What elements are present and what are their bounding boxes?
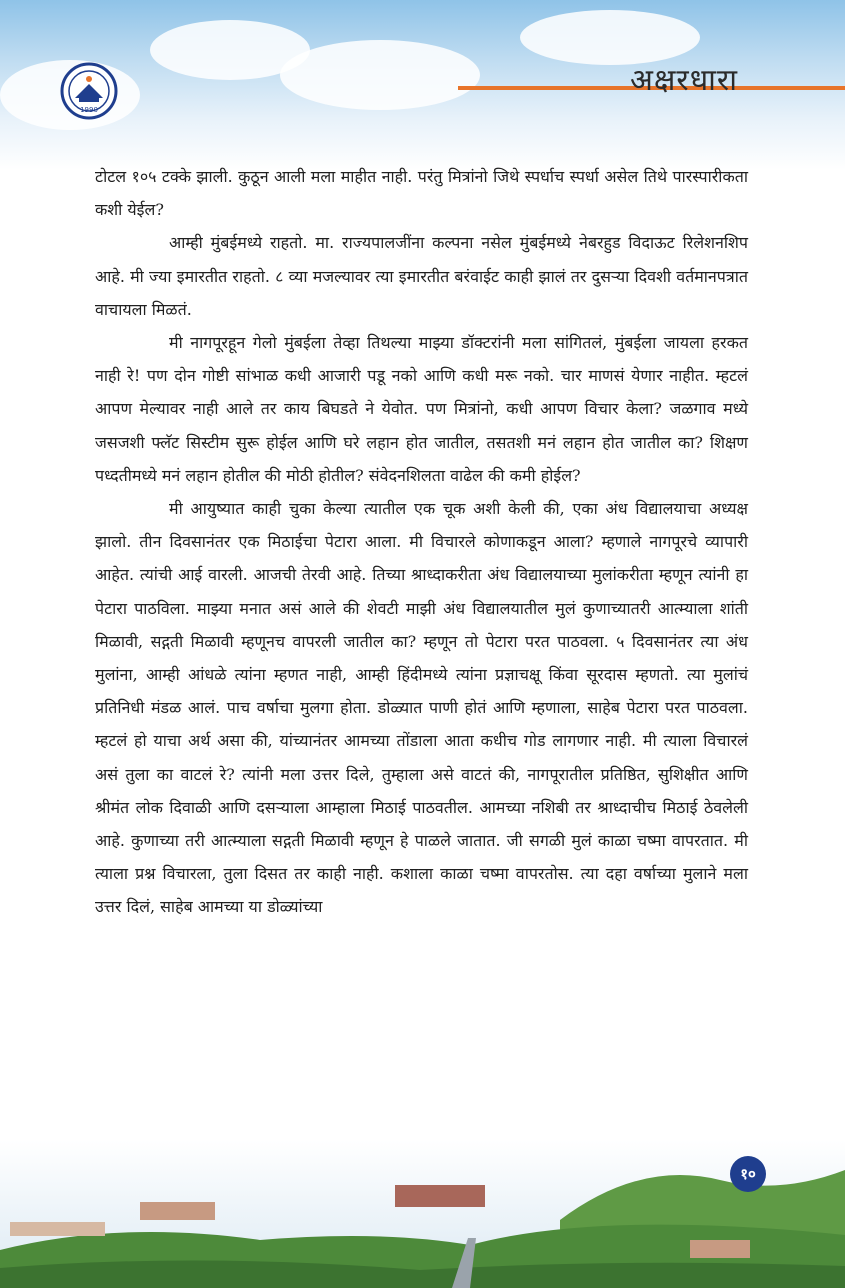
campus-landscape-icon (0, 1140, 845, 1288)
logo-year: 1990 (80, 106, 98, 114)
paragraph-2: आम्ही मुंबईमध्ये राहतो. मा. राज्यपालजींना कल्पना नसेल मुंबईमध्ये नेबरहुड विदाऊट रिलेशनशिप आहे. मी ज्या इमारतीत राहतो. ८ व्या मजल्यावर त्या इमारतीत बरंवाईट काही झालं तर दुसऱ्या दिवशी वर्तमानपत्रात वाचायला मिळतं. (95, 233, 748, 319)
university-logo (60, 62, 118, 124)
paragraph-1: टोटल १०५ टक्के झाली. कुठून आली मला माहीत नाही. परंतु मित्रांनो जिथे स्पर्धाच स्पर्धा असेल तिथे पारस्पारीकता कशी येईल? (95, 167, 748, 220)
masthead-title: अक्षरधारा (630, 63, 738, 98)
cloud-decoration (280, 40, 480, 110)
article-body (95, 160, 748, 924)
masthead (600, 50, 800, 110)
paragraph-3: मी नागपूरहून गेलो मुंबईला तेव्हा तिथल्या माझ्या डॉक्टरांनी मला सांगितलं, मुंबईला जायला हरकत नाही रे! पण दोन गोष्टी सांभाळ कधी आजारी पडू नको आणि कधी मरू नको. चार माणसं येणार नाहीत. म्हटलं आपण मेल्यावर नाही आले तर काय बिघडते ने येवोत. पण मित्रांनो, कधी आपण विचार केला? जळगाव मध्ये जसजशी फ्लॅट सिस्टीम सुरू होईल आणि घरे लहान होत जातील, तसतशी मनं लहान होत जातील का? शिक्षण पध्दतीमध्ये मनं लहान होतील की मोठी होतील? संवेदनशिलता वाढेल की कमी होईल? (95, 333, 748, 485)
paragraph-4: मी आयुष्यात काही चुका केल्या त्यातील एक चूक अशी केली की, एका अंध विद्यालयाचा अध्यक्ष झालो. तीन दिवसानंतर एक मिठाईचा पेटारा आला. मी विचारले कोणाकडून आला? म्हणाले नागपूरचे व्यापारी आहेत. त्यांची आई वारली. आजची तेरवी आहे. तिच्या श्राध्दाकरीता अंध विद्यालयाच्या मुलांकरीता म्हणून त्यांनी हा पेटारा पाठविला. माझ्या मनात असं आले की शेवटी माझी अंध विद्यालयातील मुलं कुणाच्यातरी आत्म्याला शांती मिळावी, सद्गती मिळावी म्हणूनच वापरली जातील का? म्हणून तो पेटारा परत पाठवला. ५ दिवसानंतर त्या अंध मुलांना, आम्ही आंधळे त्यांना म्हणत नाही, आम्ही हिंदीमध्ये त्यांना प्रज्ञाचक्षू किंवा सूरदास म्हणतो. त्या मुलांचं प्रतिनिधी मंडळ आलं. पाच वर्षाचा मुलगा होता. डोळ्यात पाणी होतं आणि म्हणाला, साहेब पेटारा परत पाठवला. म्हटलं हो याचा अर्थ असा की, यांच्यानंतर आमच्या तोंडाला आता कधीच गोड लागणार नाही. मी त्याला विचारलं असं तुला का वाटलं रे? त्यांनी मला उत्तर दिले, तुम्हाला असे वाटतं की, नागपूरातील प्रतिष्ठित, सुशिक्षीत आणि श्रीमंत लोक दिवाळी आणि दसऱ्याला आम्हाला मिठाई पाठवतील. आमच्या नशिबी तर श्राध्दाचीच मिठाई ठेवलेली आहे. कुणाच्या तरी आत्म्याला सद्गती मिळावी म्हणून हे पाळले जातात. जी सगळी मुलं काळा चष्मा वापरतात. मी त्याला प्रश्न विचारला, तुला दिसत तर काही नाही. कशाला काळा चष्मा वापरतोस. त्या दहा वर्षाच्या मुलाने मला उत्तर दिलं, साहेब आमच्या या डोळ्यांच्या (95, 499, 748, 917)
page-number: १० (740, 1165, 756, 1183)
page-number-badge (730, 1156, 766, 1192)
university-emblem-icon (60, 62, 118, 124)
footer-landscape-illustration (0, 1140, 845, 1288)
